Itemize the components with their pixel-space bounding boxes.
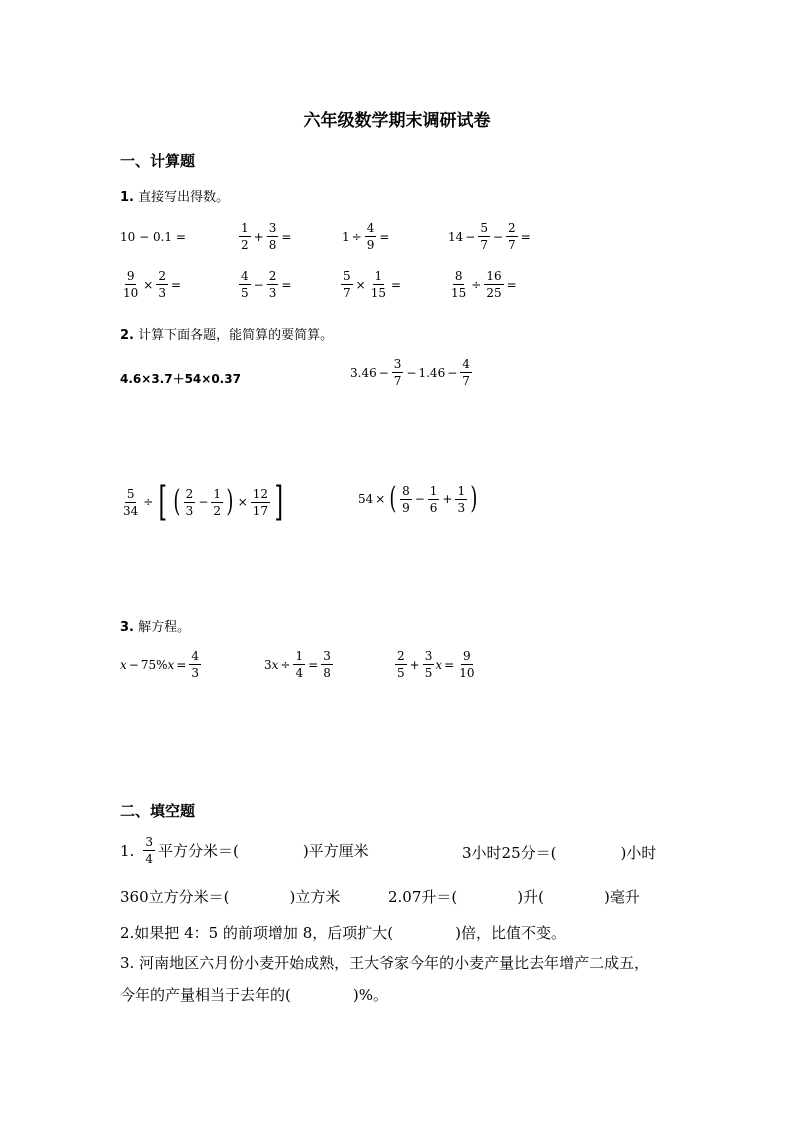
expr-14-minus-5-7-minus-2-7: 14 − $\frac{5}{7}$ − $\frac{2}{7}$ = xyxy=(448,221,531,252)
expr-1-div-4-9: 1 ÷ $\frac{4}{9}$ = xyxy=(342,221,390,252)
fill-text: )小时 xyxy=(620,844,657,862)
expr-8-15-div-16-25: $\frac{8}{15}$ ÷ $\frac{16}{25}$ = xyxy=(451,269,517,300)
equation-2-5-plus-3-5x: $\frac{2}{5}$ + $\frac{3}{5}$ x = $\frac{9}{10}$ xyxy=(397,649,475,680)
fill-line-2a xyxy=(120,886,340,907)
expr-5-34-div-bracket: $\frac{5}{34}$ ÷ [ ( $\frac{2}{3}$ − $\frac{1}{2}$ ) × $\frac{12}{17}$ ] xyxy=(123,479,284,525)
equation-x-minus-75pct-x: x − 75% x = $\frac{4}{3}$ xyxy=(120,649,199,680)
question-3-instruction xyxy=(120,616,190,635)
equation-3x-div-1-4: 3 x ÷ $\frac{1}{4}$ = $\frac{3}{8}$ xyxy=(264,649,331,680)
question-text: 直接写出得数。 xyxy=(138,190,230,205)
fill-text: 2.07升＝( xyxy=(388,888,458,906)
expr-54-times-paren: 54 × ( $\frac{8}{9}$ − $\frac{1}{6}$ + $\frac{1}{3}$ ) xyxy=(358,481,478,516)
fill-line-2b xyxy=(388,886,640,907)
fill-text: 2.如果把 4：5 的前项增加 8，后项扩大( xyxy=(120,924,394,942)
question-number: 3. xyxy=(120,620,134,635)
expr-half-plus-3-8: $\frac{1}{2}$ + $\frac{3}{8}$ = xyxy=(241,221,292,252)
fill-text: )%。 xyxy=(352,986,388,1004)
fill-text: 3小时25分＝( xyxy=(462,844,557,862)
question-1-instruction xyxy=(120,186,229,205)
fill-line-1a xyxy=(120,836,369,865)
fill-question-2 xyxy=(120,922,566,943)
question-number: 2. xyxy=(120,328,134,343)
page-title: 六年级数学期末调研试卷 xyxy=(303,111,491,131)
expr-4-5-minus-2-3: $\frac{4}{5}$ − $\frac{2}{3}$ = xyxy=(241,269,292,300)
fill-text: )倍，比值不变。 xyxy=(455,924,566,942)
fill-question-3-line-2 xyxy=(120,984,388,1005)
expr-5-7-times-1-15: $\frac{5}{7}$ × $\frac{1}{15}$ = xyxy=(343,269,402,300)
fill-text: )毫升 xyxy=(603,888,640,906)
fill-text: 平方分米＝( xyxy=(157,842,239,860)
question-text: 计算下面各题，能简算的要简算。 xyxy=(138,328,334,343)
expr-3-46-minus-3-7-minus-1-46-minus-4-7: 3.46 − $\frac{3}{7}$ − 1.46 − $\frac{4}{7}$ xyxy=(350,357,470,388)
fill-text: 360立方分米＝( xyxy=(120,888,230,906)
fill-line-1b xyxy=(462,842,656,863)
section-heading-fill-in: 二、填空题 xyxy=(120,802,196,820)
fill-question-3-line-1: 3. 河南地区六月份小麦开始成熟，王大爷家今年的小麦产量比去年增产二成五， xyxy=(120,954,650,972)
fill-text: )平方厘米 xyxy=(302,842,369,860)
question-text: 解方程。 xyxy=(138,620,191,635)
item-number: 1. xyxy=(120,841,135,860)
question-number: 1. xyxy=(120,190,134,205)
fill-text: 今年的产量相当于去年的( xyxy=(120,986,291,1004)
expr-4-6-times-3-7-plus-54-times-0-37: 4.6×3.7＋54×0.37 xyxy=(120,372,241,386)
fill-text: )升( xyxy=(517,888,544,906)
section-heading-calculation: 一、计算题 xyxy=(120,152,196,170)
question-2-instruction xyxy=(120,324,333,343)
expr-9-10-times-2-3: $\frac{9}{10}$ × $\frac{2}{3}$ = xyxy=(123,269,182,300)
expr-10-minus-0-1: 10 − 0.1 = xyxy=(120,230,186,244)
fill-text: )立方米 xyxy=(289,888,341,906)
fraction-3-4: $\frac{3}{4}$ xyxy=(145,835,153,866)
